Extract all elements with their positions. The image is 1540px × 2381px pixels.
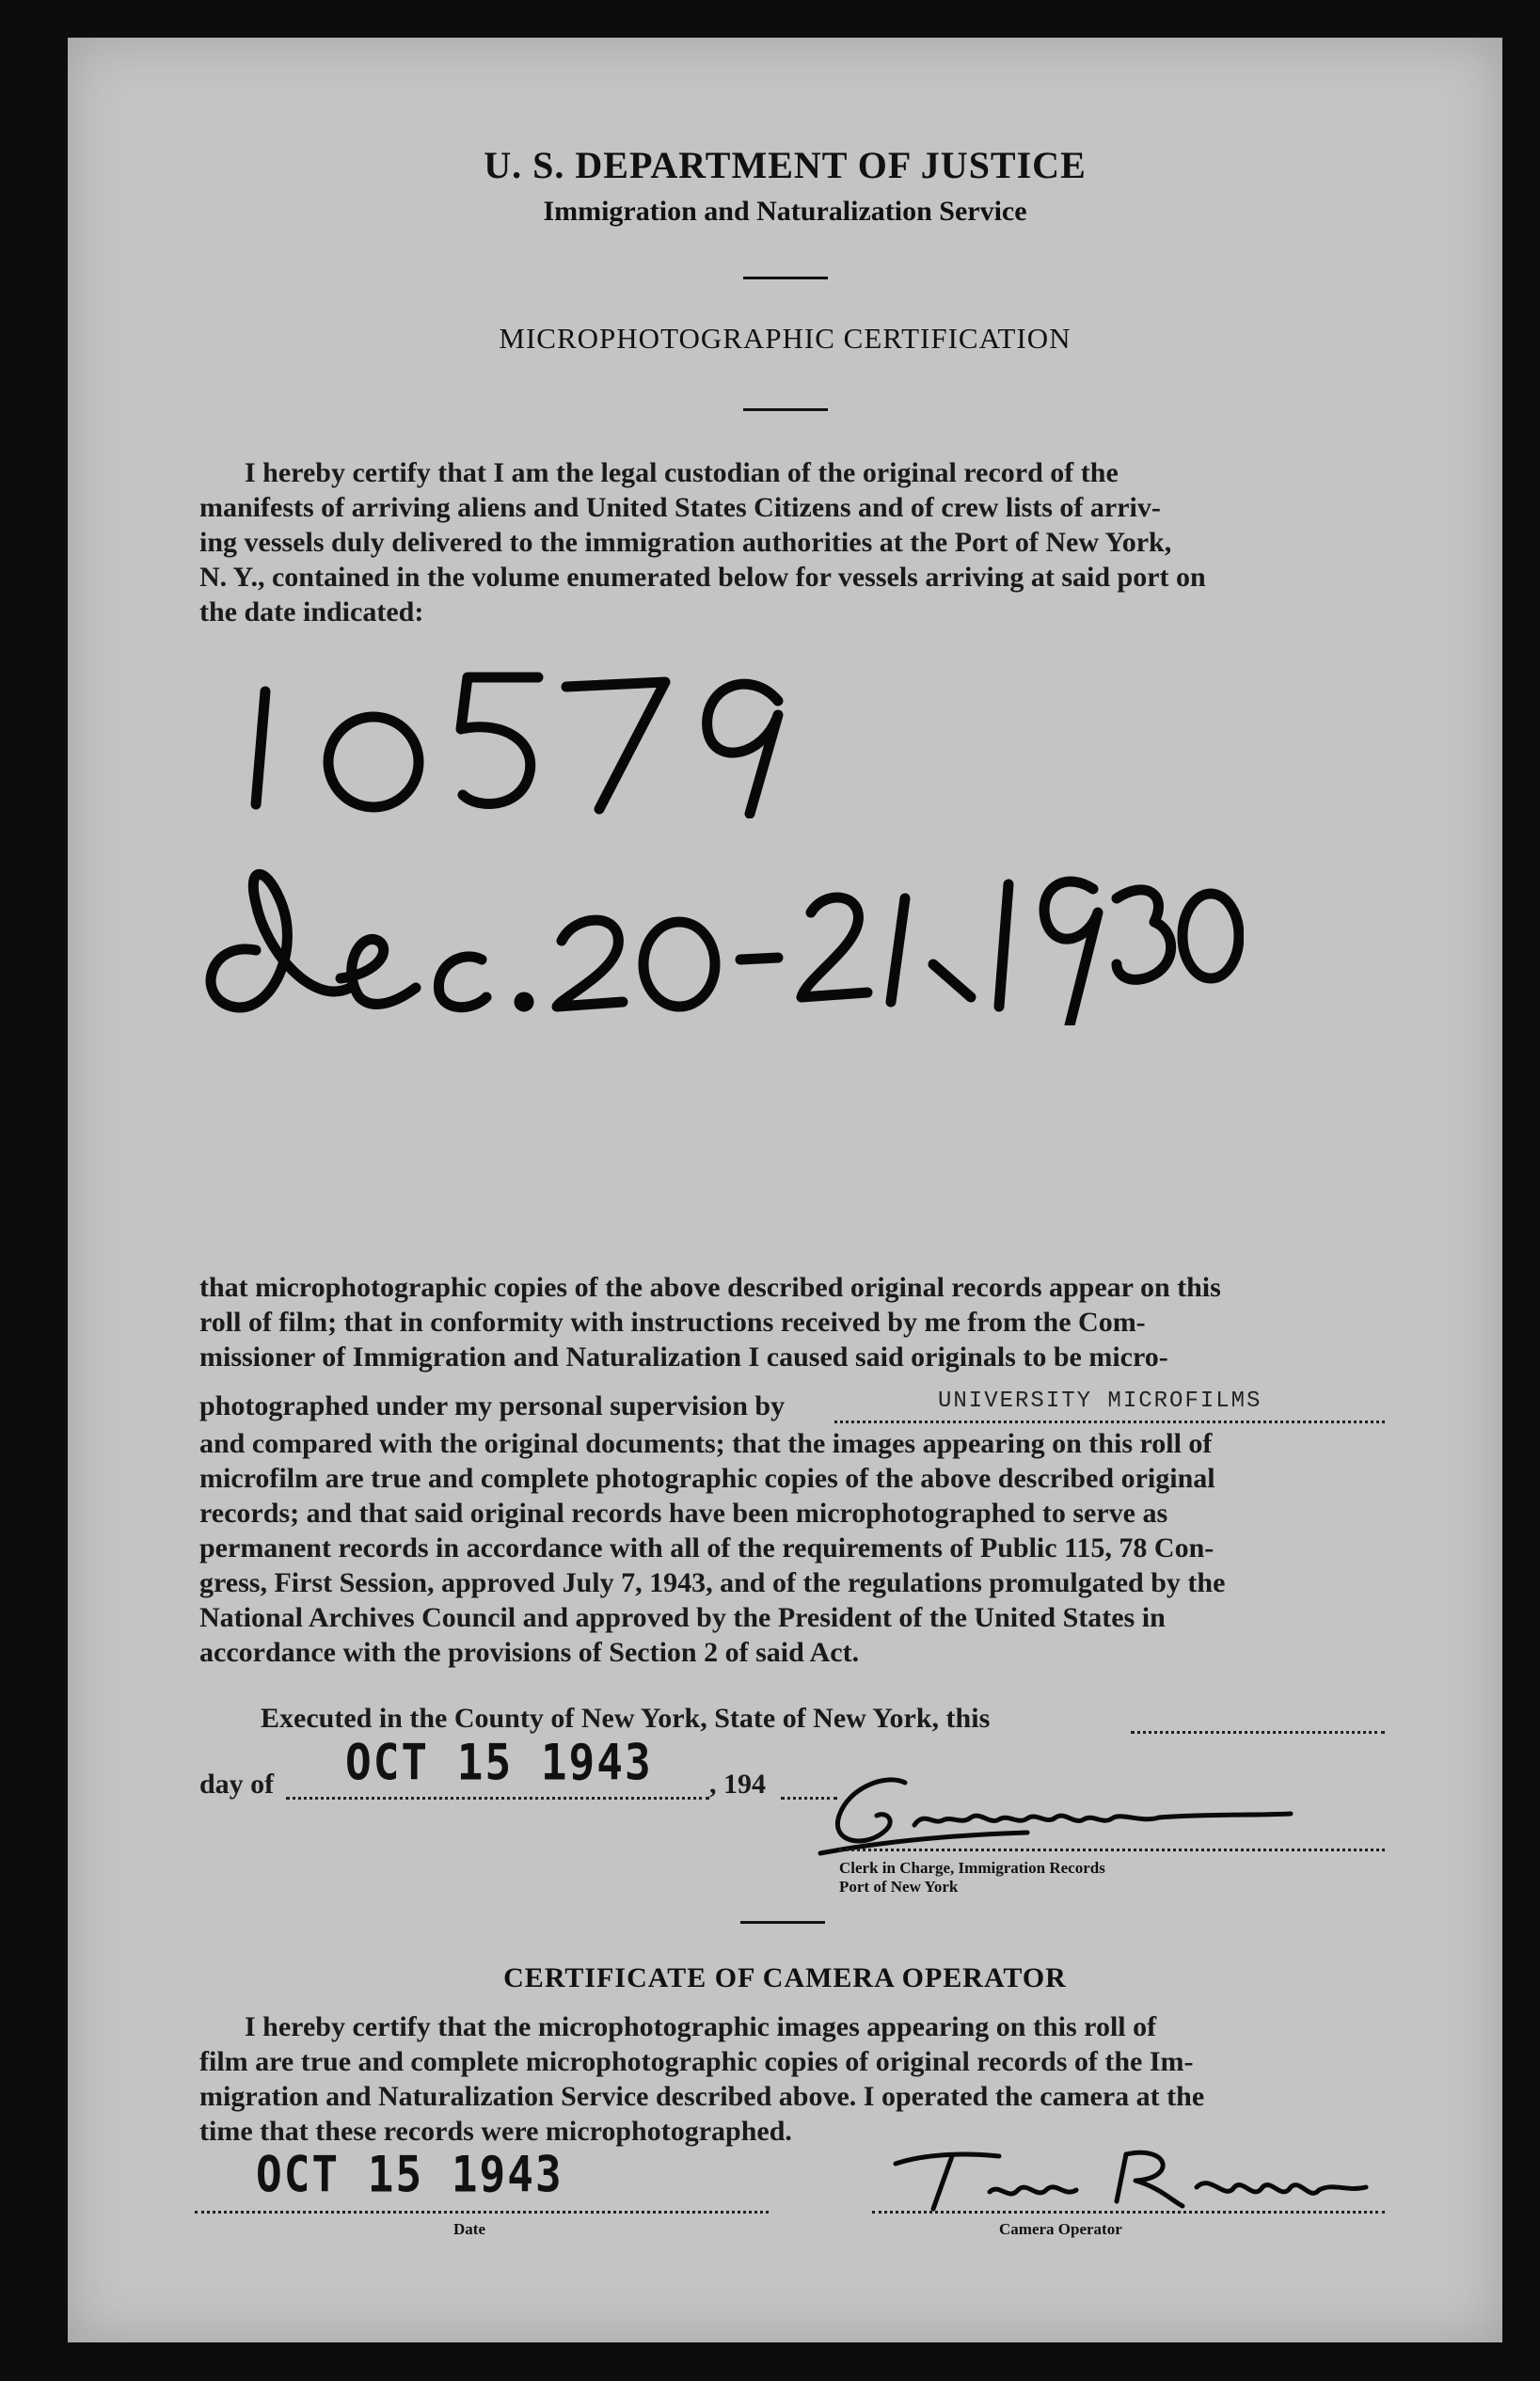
camera-date-stamp: OCT 15 1943 <box>256 2144 564 2204</box>
intro-line: ing vessels duly delivered to the immigration authorities at the Port of New York, <box>199 527 1172 558</box>
camera-certificate-title: CERTIFICATE OF CAMERA OPERATOR <box>503 1962 1067 1993</box>
body-line: records; and that said original records have been microphotographed to serve as <box>199 1498 1168 1529</box>
day-of-date-stamp: OCT 15 1943 <box>345 1732 653 1792</box>
executed-line: Executed in the County of New York, State of New York, this <box>261 1703 991 1734</box>
divider-rule <box>740 1921 825 1924</box>
clerk-title-line: Port of New York <box>839 1878 959 1896</box>
department-heading: U. S. DEPARTMENT OF JUSTICE <box>484 144 1087 186</box>
body-line: roll of film; that in conformity with instructions received by me from the Com- <box>199 1307 1146 1338</box>
camera-line: migration and Naturalization Service described above. I operated the camera at the <box>199 2081 1205 2112</box>
intro-line: N. Y., contained in the volume enumerated below for vessels arriving at said port on <box>199 562 1206 593</box>
camera-line: film are true and complete microphotographic copies of original records of the Im- <box>199 2046 1194 2077</box>
day-of-label: day of <box>199 1769 275 1800</box>
divider-rule <box>743 277 828 279</box>
service-subheading: Immigration and Naturalization Service <box>543 196 1027 227</box>
clerk-signature-dotted-line <box>839 1849 1385 1851</box>
body-line: missioner of Immigration and Naturalization I caused said originals to be micro- <box>199 1341 1168 1373</box>
certificate-sheet <box>68 38 1502 2342</box>
intro-paragraph <box>199 455 1385 629</box>
body-line: microfilm are true and complete photographic copies of the above described original <box>199 1463 1215 1494</box>
year-prefix: , 194 <box>709 1769 766 1800</box>
camera-date-dotted-line <box>195 2211 769 2214</box>
body-paragraph-2 <box>199 1426 1385 1670</box>
filmed-by-typed: UNIVERSITY MICROFILMS <box>938 1389 1262 1414</box>
intro-line: the date indicated: <box>199 596 424 627</box>
camera-line: I hereby certify that the microphotographic images appearing on this roll of <box>245 2011 1157 2042</box>
clerk-title <box>839 1859 1105 1897</box>
body-line: gress, First Session, approved July 7, 1943, and of the regulations promulgated by the <box>199 1567 1226 1598</box>
body-line: National Archives Council and approved by the President of the United States in <box>199 1602 1166 1633</box>
camera-date-label: Date <box>453 2220 485 2238</box>
certification-title: MICROPHOTOGRAPHIC CERTIFICATION <box>499 322 1072 355</box>
intro-line: manifests of arriving aliens and United States Citizens and of crew lists of arriv- <box>199 492 1161 523</box>
camera-operator-dotted-line <box>872 2211 1385 2214</box>
clerk-title-line: Clerk in Charge, Immigration Records <box>839 1859 1105 1877</box>
body-line: accordance with the provisions of Section 2 of said Act. <box>199 1637 860 1668</box>
supervision-by-label: photographed under my personal supervision by <box>199 1390 786 1421</box>
camera-line: time that these records were microphotographed. <box>199 2116 792 2147</box>
body-line: permanent records in accordance with all of the requirements of Public 115, 78 Con- <box>199 1532 1215 1564</box>
handwritten-volume-number <box>237 640 839 818</box>
camera-paragraph <box>199 2009 1385 2149</box>
camera-operator-signature <box>858 2135 1404 2220</box>
clerk-signature <box>783 1759 1404 1863</box>
day-of-dotted-line <box>286 1797 709 1800</box>
body-paragraph <box>199 1270 1385 1374</box>
executed-dotted-line <box>1131 1731 1385 1734</box>
handwritten-date <box>190 809 1244 1025</box>
body-line: and compared with the original documents; that the images appearing on this roll of <box>199 1428 1213 1459</box>
filmed-by-dotted-line <box>834 1421 1385 1423</box>
camera-operator-label: Camera Operator <box>999 2220 1122 2238</box>
body-line: that microphotographic copies of the above described original records appear on this <box>199 1272 1221 1303</box>
divider-rule <box>743 408 828 411</box>
intro-line: I hereby certify that I am the legal custodian of the original record of the <box>245 457 1119 488</box>
